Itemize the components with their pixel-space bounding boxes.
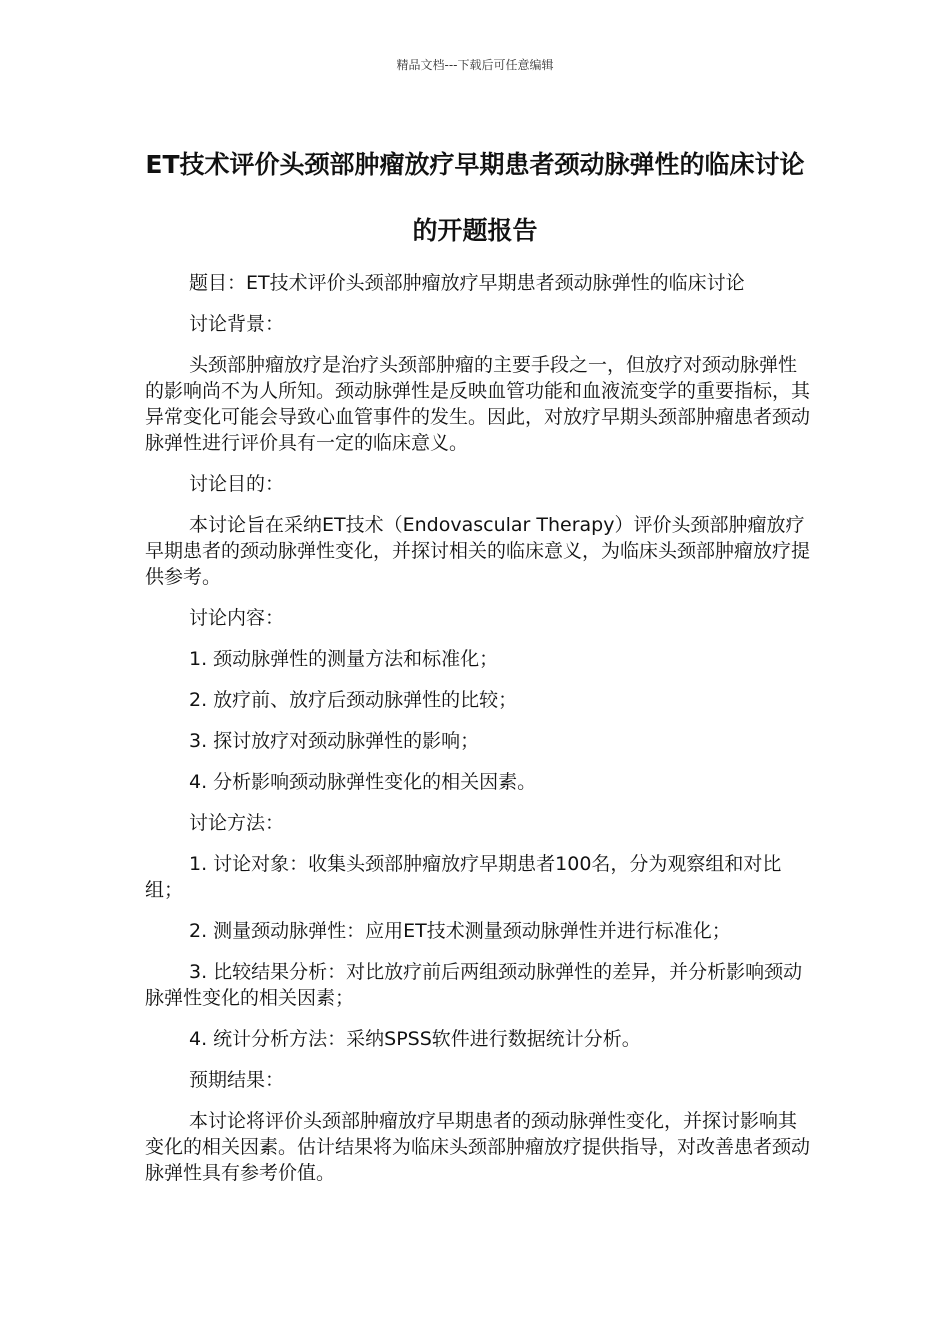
section-heading-expected-results: 预期结果： xyxy=(189,1069,285,1091)
purpose-paragraph: 本讨论旨在采纳ET技术（Endovascular Therapy）评价头颈部肿瘤放疗早期患者的颈动脉弹性变化，并探讨相关的临床意义，为临床头颈部肿瘤放疗提供参考。 xyxy=(145,514,811,588)
document-body xyxy=(145,270,810,1201)
document-title: ET技术评价头颈部肿瘤放疗早期患者颈动脉弹性的临床讨论的开题报告 xyxy=(145,150,805,245)
content-item: 2. 放疗前、放疗后颈动脉弹性的比较； xyxy=(189,689,518,711)
content-item: 4. 分析影响颈动脉弹性变化的相关因素。 xyxy=(189,771,537,793)
section-heading-content: 讨论内容： xyxy=(189,607,285,629)
method-item: 2. 测量颈动脉弹性：应用ET技术测量颈动脉弹性并进行标准化； xyxy=(189,920,731,942)
page-header: 精品文档---下载后可任意编辑 xyxy=(396,58,554,72)
method-item: 3. 比较结果分析：对比放疗前后两组颈动脉弹性的差异，并分析影响颈动脉弹性变化的相关因素； xyxy=(145,961,803,1009)
background-paragraph: 头颈部肿瘤放疗是治疗头颈部肿瘤的主要手段之一，但放疗对颈动脉弹性的影响尚不为人所知。颈动脉弹性是反映血管功能和血液流变学的重要指标，其异常变化可能会导致心血管事件的发生。因此，对放疗早期头颈部肿瘤患者颈动脉弹性进行评价具有一定的临床意义。 xyxy=(145,354,811,454)
section-heading-purpose: 讨论目的： xyxy=(189,473,285,495)
section-heading-background: 讨论背景： xyxy=(189,313,285,335)
content-item: 1. 颈动脉弹性的测量方法和标准化； xyxy=(189,648,499,670)
section-heading-methods: 讨论方法： xyxy=(189,812,285,834)
content-item: 3. 探讨放疗对颈动脉弹性的影响； xyxy=(189,730,480,752)
method-item: 1. 讨论对象：收集头颈部肿瘤放疗早期患者100名，分为观察组和对比组； xyxy=(145,853,782,901)
method-item: 4. 统计分析方法：采纳SPSS软件进行数据统计分析。 xyxy=(189,1028,641,1050)
topic-line: 题目：ET技术评价头颈部肿瘤放疗早期患者颈动脉弹性的临床讨论 xyxy=(189,272,745,294)
expected-results-paragraph: 本讨论将评价头颈部肿瘤放疗早期患者的颈动脉弹性变化，并探讨影响其变化的相关因素。估计结果将为临床头颈部肿瘤放疗提供指导，对改善患者颈动脉弹性具有参考价值。 xyxy=(145,1110,811,1184)
